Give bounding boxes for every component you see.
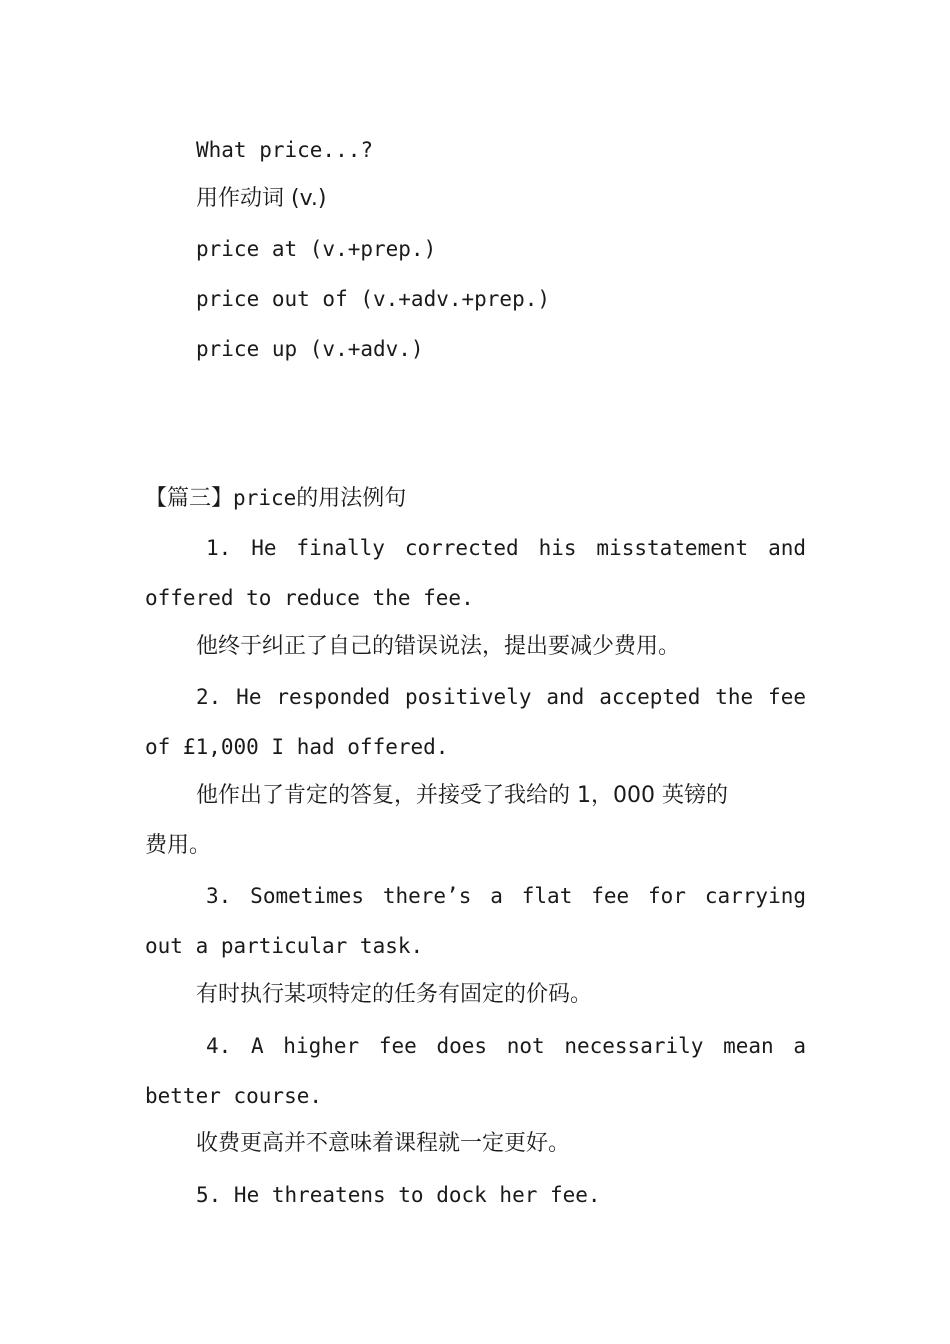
example-en-line: of £1,000 I had offered. xyxy=(145,735,449,759)
example-en-line: 4. A higher fee does not necessarily mean a xyxy=(206,1034,806,1058)
example-en-line: better course. xyxy=(145,1084,323,1108)
heading-title-rest: 的用法例句 xyxy=(296,486,407,511)
heading-bracket-open: 【 xyxy=(145,486,168,511)
heading-word: price xyxy=(233,486,297,510)
usage-item: 用作动词 (v.) xyxy=(196,186,327,211)
usage-item: What price...? xyxy=(196,138,374,162)
usage-item: price at (v.+prep.) xyxy=(196,237,437,261)
example-zh-line: 有时执行某项特定的任务有固定的价码。 xyxy=(196,982,593,1007)
example-en-line: 3. Sometimes there’s a flat fee for carrying xyxy=(206,884,806,908)
example-zh-line: 他终于纠正了自己的错误说法，提出要减少费用。 xyxy=(196,634,681,659)
example-en-line: out a particular task. xyxy=(145,934,424,958)
example-zh-line: 收费更高并不意味着课程就一定更好。 xyxy=(196,1131,571,1156)
example-zh-line: 费用。 xyxy=(145,833,212,858)
heading-bracket-close: 】 xyxy=(211,486,234,511)
heading-label: 篇三 xyxy=(167,486,212,511)
section-heading xyxy=(145,483,406,514)
example-en-line: 2. He responded positively and accepted the fee xyxy=(196,685,806,709)
example-zh-line: 他作出了肯定的答复，并接受了我给的 1，000 英镑的 xyxy=(196,783,728,808)
usage-item: price out of (v.+adv.+prep.) xyxy=(196,287,551,311)
usage-item: price up (v.+adv.) xyxy=(196,337,424,361)
example-en-line: 1. He finally corrected his misstatement and xyxy=(206,536,806,560)
example-en-line: 5. He threatens to dock her fee. xyxy=(196,1183,601,1207)
example-en-line: offered to reduce the fee. xyxy=(145,586,474,610)
